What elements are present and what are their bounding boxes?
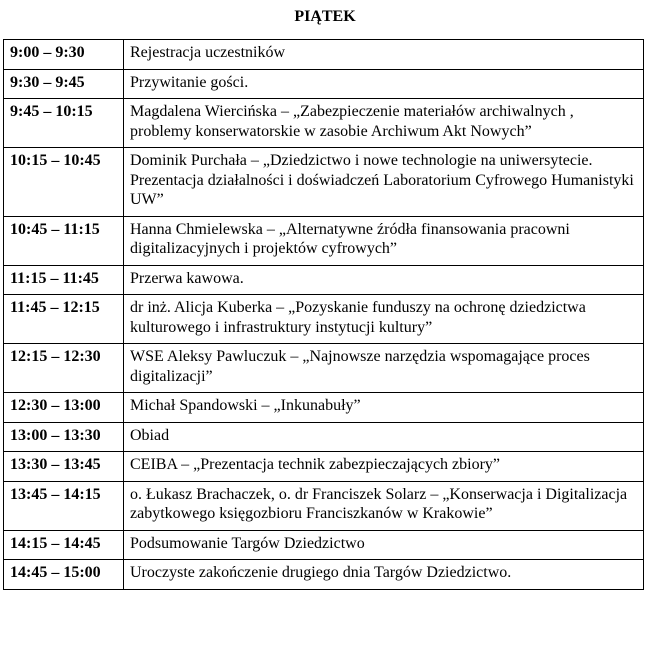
schedule-row: [4, 452, 644, 482]
session-description: Dominik Purchała – „Dziedzictwo i nowe technologie na uniwersytecie. Prezentacja działalności i doświadczeń Laboratorium Cyfrowego Humanistyki UW”: [124, 148, 644, 217]
schedule-row: [4, 393, 644, 423]
session-time: 9:30 – 9:45: [4, 69, 124, 99]
session-description: Podsumowanie Targów Dziedzictwo: [124, 530, 644, 560]
session-description: Przerwa kawowa.: [124, 265, 644, 295]
session-time: 14:45 – 15:00: [4, 560, 124, 590]
schedule-row: [4, 99, 644, 148]
schedule-row: [4, 295, 644, 344]
session-description: Michał Spandowski – „Inkunabuły”: [124, 393, 644, 423]
schedule-row: [4, 481, 644, 530]
session-description: Uroczyste zakończenie drugiego dnia Targów Dziedzictwo.: [124, 560, 644, 590]
session-time: 12:15 – 12:30: [4, 344, 124, 393]
session-time: 13:00 – 13:30: [4, 422, 124, 452]
session-description: o. Łukasz Brachaczek, o. dr Franciszek Solarz – „Konserwacja i Digitalizacja zabytkowego księgozbioru Franciszkanów w Krakowie”: [124, 481, 644, 530]
session-description: Hanna Chmielewska – „Alternatywne źródła finansowania pracowni digitalizacyjnych i projektów cyfrowych”: [124, 216, 644, 265]
session-time: 10:45 – 11:15: [4, 216, 124, 265]
session-time: 13:30 – 13:45: [4, 452, 124, 482]
schedule-row: [4, 69, 644, 99]
schedule-row: [4, 148, 644, 217]
session-description: Rejestracja uczestników: [124, 40, 644, 70]
session-description: WSE Aleksy Pawluczuk – „Najnowsze narzędzia wspomagające proces digitalizacji”: [124, 344, 644, 393]
session-description: dr inż. Alicja Kuberka – „Pozyskanie funduszy na ochronę dziedzictwa kulturowego i infrastruktury instytucji kultury”: [124, 295, 644, 344]
session-description: Przywitanie gości.: [124, 69, 644, 99]
schedule-table-body: [4, 40, 644, 590]
schedule-row: [4, 265, 644, 295]
schedule-table: [3, 39, 644, 590]
session-time: 14:15 – 14:45: [4, 530, 124, 560]
session-description: CEIBA – „Prezentacja technik zabezpieczających zbiory”: [124, 452, 644, 482]
schedule-row: [4, 216, 644, 265]
session-time: 13:45 – 14:15: [4, 481, 124, 530]
schedule-row: [4, 40, 644, 70]
session-time: 9:00 – 9:30: [4, 40, 124, 70]
session-description: Obiad: [124, 422, 644, 452]
schedule-row: [4, 560, 644, 590]
session-time: 10:15 – 10:45: [4, 148, 124, 217]
session-time: 12:30 – 13:00: [4, 393, 124, 423]
schedule-row: [4, 344, 644, 393]
page-title: PIĄTEK: [294, 8, 356, 25]
session-time: 9:45 – 10:15: [4, 99, 124, 148]
schedule-row: [4, 530, 644, 560]
session-time: 11:45 – 12:15: [4, 295, 124, 344]
session-time: 11:15 – 11:45: [4, 265, 124, 295]
session-description: Magdalena Wiercińska – „Zabezpieczenie materiałów archiwalnych , problemy konserwatorskie w zasobie Archiwum Akt Nowych”: [124, 99, 644, 148]
schedule-row: [4, 422, 644, 452]
